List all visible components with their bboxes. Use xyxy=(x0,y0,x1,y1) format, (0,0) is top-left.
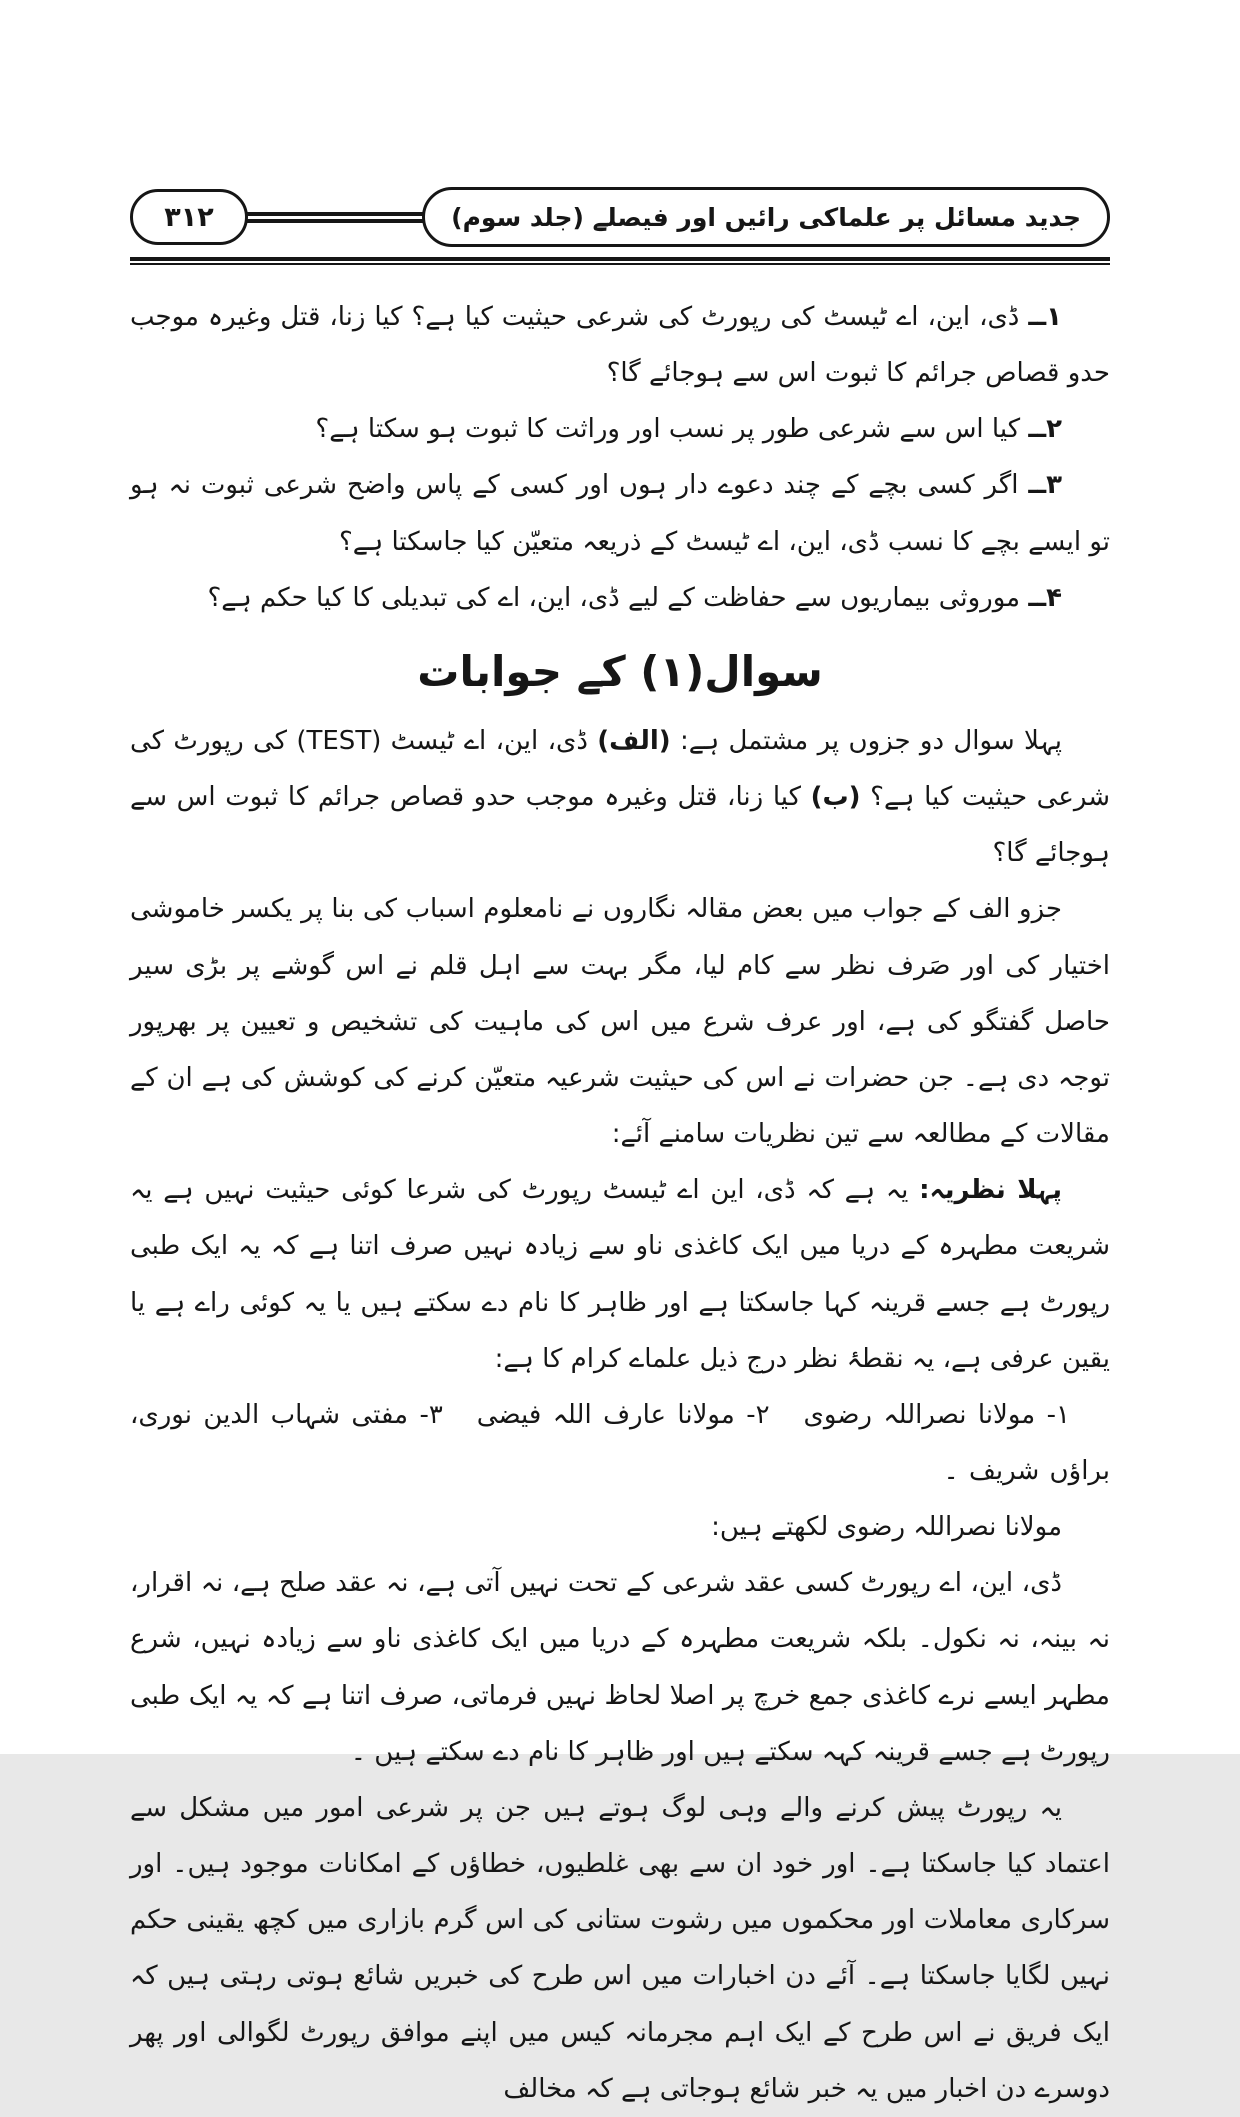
question-item xyxy=(130,570,1110,626)
quote-paragraph-2: یہ رپورٹ پیش کرنے والے وہی لوگ ہوتے ہیں جن پر شرعی امور میں مشکل سے اعتماد کیا جاسکتا ہے۔ اور خود ان سے بھی غلطیوں، خطاؤں کے امکانات موجود ہیں۔ اور سرکاری معاملات اور محکموں میں رشوت ستانی کی اس گرم بازاری میں کچھ یقینی حکم نہیں لگایا جاسکتا ہے۔ آئے دن اخبارات میں اس طرح کی خبریں شائع ہوتی رہتی ہیں کہ ایک فریق نے اس طرح کے ایک اہم مجرمانہ کیس میں اپنے موافق رپورٹ لگوالی اور پھر دوسرے دن اخبار میں یہ خبر شائع ہوجاتی ہے کہ مخالف xyxy=(130,1792,1110,2104)
part-b-label: (ب) xyxy=(810,782,861,813)
question-item xyxy=(130,457,1110,569)
header-connector-rule xyxy=(246,212,424,223)
question-text: کیا اس سے شرعی طور پر نسب اور وراثت کا ثبوت ہو سکتا ہے؟ xyxy=(315,414,1021,445)
scholar-name: مولانا عارف اللہ فیضی xyxy=(476,1399,735,1430)
quote-paragraph-1: ڈی، این، اے رپورٹ کسی عقد شرعی کے تحت نہیں آتی ہے، نہ عقد صلح ہے، نہ اقرار، نہ بینہ، نہ نکول۔ بلکہ شریعت مطہرہ کے دریا میں ایک کاغذی ناو سے زیادہ نہیں، شرع مطہر ایسے نرے کاغذی جمع خرچ پر اصلا لحاظ نہیں فرماتی، صرف اتنا ہے کہ یہ ایک طبی رپورٹ ہے جسے قرینہ کہہ سکتے ہیں اور ظاہر کا نام دے سکتے ہیں ۔ xyxy=(130,1568,1110,1767)
question-item xyxy=(130,289,1110,401)
scholar-number: ۲- xyxy=(746,1399,770,1430)
question-text: اگر کسی بچے کے چند دعوے دار ہوں اور کسی کے پاس واضح شرعی ثبوت نہ ہو تو ایسے بچے کا نسب ڈی، این، اے ٹیسٹ کے ذریعہ متعیّن کیا جاسکتا ہے؟ xyxy=(130,470,1110,557)
scholar-name: مفتی شہاب الدین نوری، براؤں شریف ۔ xyxy=(130,1399,1110,1486)
page-header xyxy=(130,186,1110,248)
header-divider-rule xyxy=(130,257,1110,265)
question-text: ڈی، این، اے ٹیسٹ کی رپورٹ کی شرعی حیثیت کیا ہے؟ کیا زنا، قتل وغیرہ موجب حدو قصاص جرائم کا ثبوت اس سے ہوجائے گا؟ xyxy=(130,302,1110,389)
first-view-paragraph xyxy=(130,1162,1110,1387)
part-b-text: کیا زنا، قتل وغیرہ موجب حدو قصاص جرائم کا ثبوت اس سے ہوجائے گا؟ xyxy=(130,782,1110,869)
page-number: ۳۱۲ xyxy=(164,201,214,233)
first-view-label: پہلا نظریہ: xyxy=(919,1175,1062,1206)
book-title-badge xyxy=(422,187,1110,247)
question-number: ۳ــ xyxy=(1028,470,1063,501)
book-title: جدید مسائل پر علماکی رائیں اور فیصلے (جلد سوم) xyxy=(451,202,1081,232)
answer-intro-paragraph xyxy=(130,713,1110,881)
body-text xyxy=(130,289,1110,2117)
intro-lead: پہلا سوال دو جزوں پر مشتمل ہے: xyxy=(670,725,1062,756)
scholar-number: ۱- xyxy=(1046,1399,1070,1430)
question-text: موروثی بیماریوں سے حفاظت کے لیے ڈی، این، اے کی تبدیلی کا کیا حکم ہے؟ xyxy=(207,582,1021,613)
quote-intro: مولانا نصراللہ رضوی لکھتے ہیں: xyxy=(711,1512,1062,1543)
scholar-name: مولانا نصراللہ رضوی xyxy=(803,1399,1036,1430)
survey-paragraph: جزو الف کے جواب میں بعض مقالہ نگاروں نے نامعلوم اسباب کی بنا پر یکسر خاموشی اختیار کی اور صَرف نظر سے کام لیا، مگر بہت سے اہل قلم نے اس گوشے پر بڑی سیر حاصل گفتگو کی ہے، اور عرف شرع میں اس کی ماہیت کی تشخیص و تعیین پر بھرپور توجہ دی ہے۔ جن حضرات نے اس کی حیثیت شرعیہ متعیّن کرنے کی کوشش کی ہے ان کے مقالات کے مطالعہ سے تین نظریات سامنے آئے: xyxy=(130,894,1110,1150)
part-a-text: ڈی، این، اے ٹیسٹ (TEST) کی رپورٹ کی شرعی حیثیت کیا ہے؟ xyxy=(130,725,1110,813)
question-number: ۲ــ xyxy=(1028,414,1062,445)
part-a-label: (الف) xyxy=(597,725,671,756)
scholar-number: ۳- xyxy=(419,1399,443,1430)
section-heading: سوال(۱) کے جوابات xyxy=(417,646,823,696)
first-view-text: یہ ہے کہ ڈی، این اے ٹیسٹ رپورٹ کی شرعا کوئی حیثیت نہیں ہے یہ شریعت مطہرہ کے دریا میں ایک کاغذی ناو سے زیادہ نہیں صرف اتنا ہے کہ یہ ایک طبی رپورٹ ہے جسے قرینہ کہا جاسکتا ہے اور ظاہر کا نام دے سکتے ہیں یا یہ کوئی راے ہے یا یقین عرفی ہے، یہ نقطۂ نظر درج ذیل علماے کرام کا ہے: xyxy=(130,1175,1110,1374)
scholars-list xyxy=(130,1387,1110,1499)
question-number: ۱ــ xyxy=(1028,302,1062,332)
question-item xyxy=(130,401,1110,457)
question-number: ۴ــ xyxy=(1028,582,1062,613)
page-number-badge xyxy=(130,189,248,245)
